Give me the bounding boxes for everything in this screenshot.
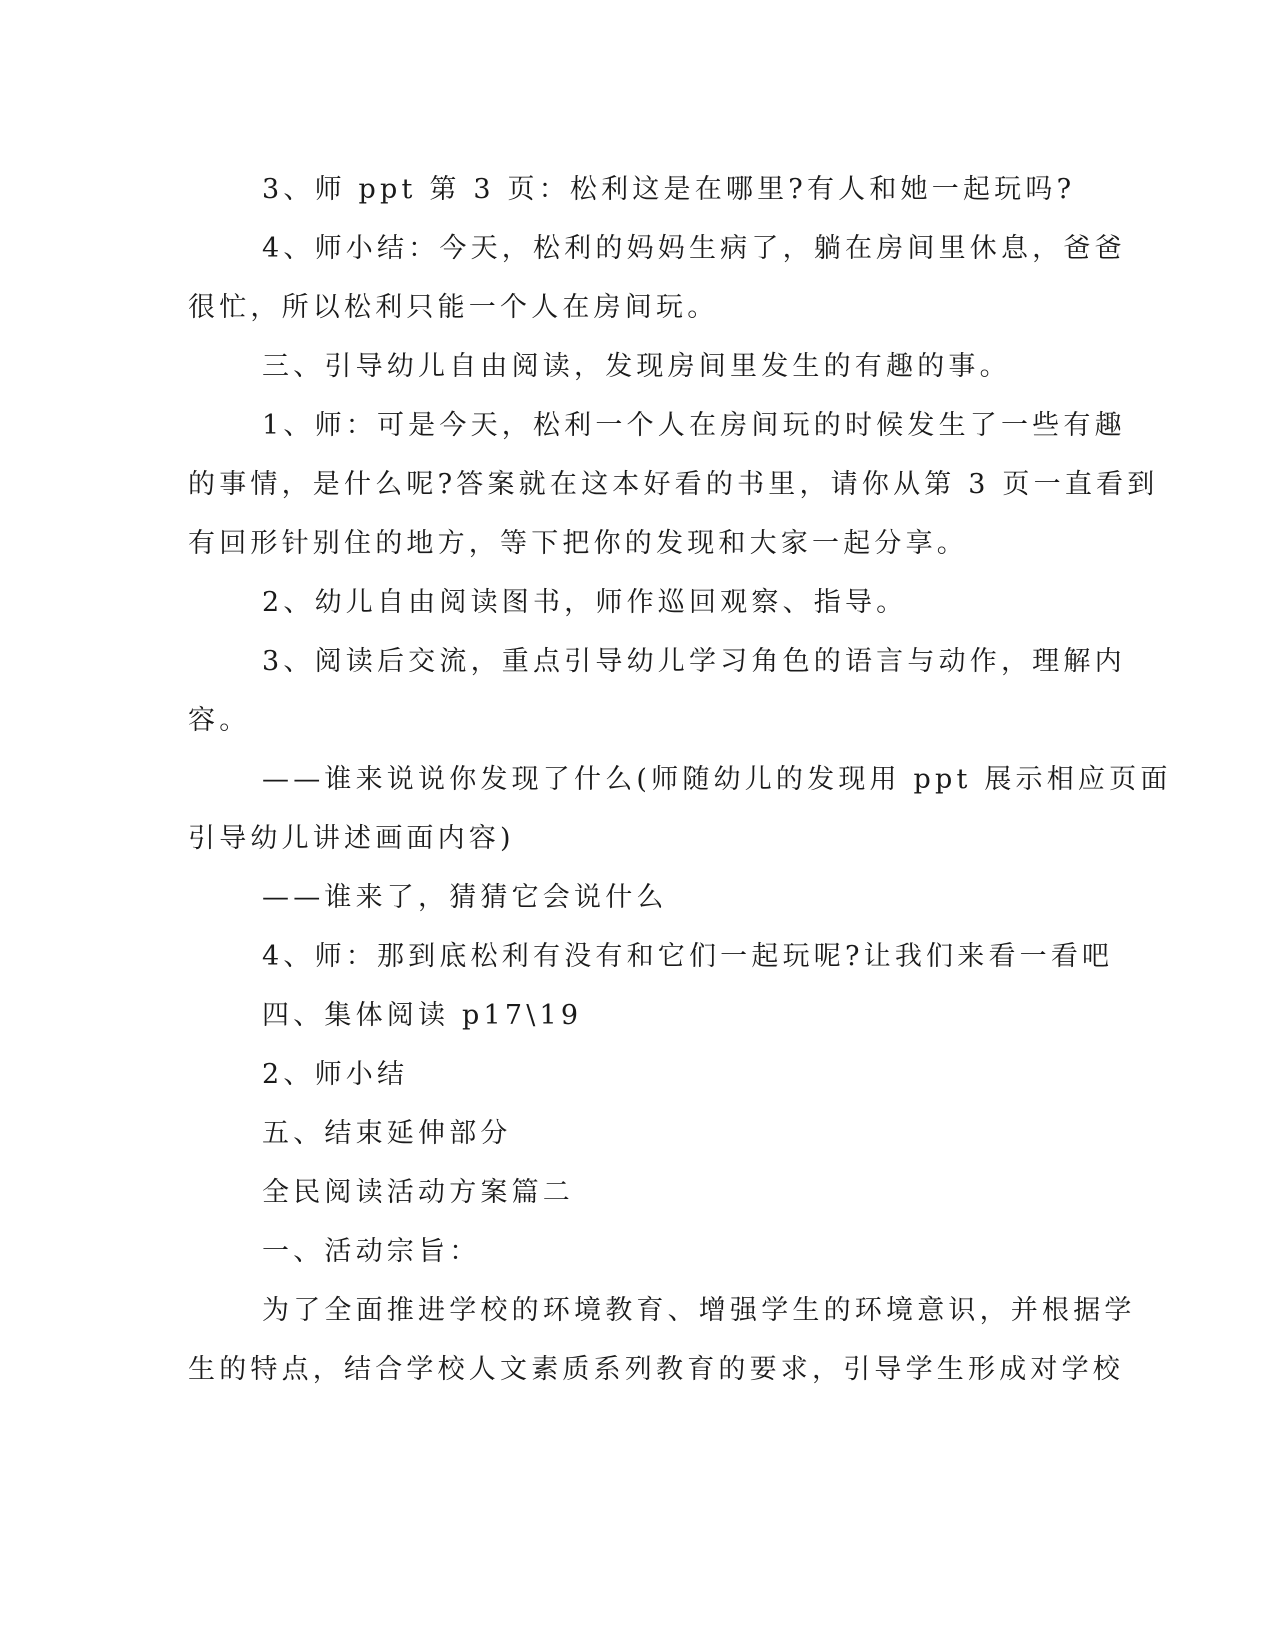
text-line: ——谁来了，猜猜它会说什么 (262, 882, 668, 913)
text-line: 有回形针别住的地方，等下把你的发现和大家一起分享。 (188, 528, 968, 559)
text-line: 的事情，是什么呢?答案就在这本好看的书里，请你从第 3 页一直看到 (188, 469, 1159, 500)
text-line: ——谁来说说你发现了什么(师随幼儿的发现用 ppt 展示相应页面 (262, 764, 1172, 795)
text-line: 五、结束延伸部分 (262, 1118, 512, 1149)
text-line: 4、师：那到底松利有没有和它们一起玩呢?让我们来看一看吧 (262, 941, 1114, 972)
text-line: 很忙，所以松利只能一个人在房间玩。 (188, 292, 719, 323)
text-line: 一、活动宗旨： (262, 1236, 481, 1267)
text-line: 2、师小结 (262, 1059, 409, 1090)
text-line: 3、师 ppt 第 3 页：松利这是在哪里?有人和她一起玩吗? (262, 174, 1076, 205)
text-line: 生的特点，结合学校人文素质系列教育的要求，引导学生形成对学校 (188, 1354, 1124, 1385)
text-line: 1、师：可是今天，松利一个人在房间玩的时候发生了一些有趣 (262, 410, 1126, 441)
text-line: 三、引导幼儿自由阅读，发现房间里发生的有趣的事。 (262, 351, 1011, 382)
text-line: 为了全面推进学校的环境教育、增强学生的环境意识，并根据学 (262, 1295, 1136, 1326)
text-line: 四、集体阅读 p17\19 (262, 1000, 583, 1031)
text-line: 容。 (188, 705, 251, 736)
text-line: 全民阅读活动方案篇二 (262, 1177, 574, 1208)
text-line: 2、幼儿自由阅读图书，师作巡回观察、指导。 (262, 587, 908, 618)
text-line: 4、师小结：今天，松利的妈妈生病了，躺在房间里休息，爸爸 (262, 233, 1126, 264)
text-line: 引导幼儿讲述画面内容) (188, 823, 515, 854)
text-line: 3、阅读后交流，重点引导幼儿学习角色的语言与动作，理解内 (262, 646, 1126, 677)
